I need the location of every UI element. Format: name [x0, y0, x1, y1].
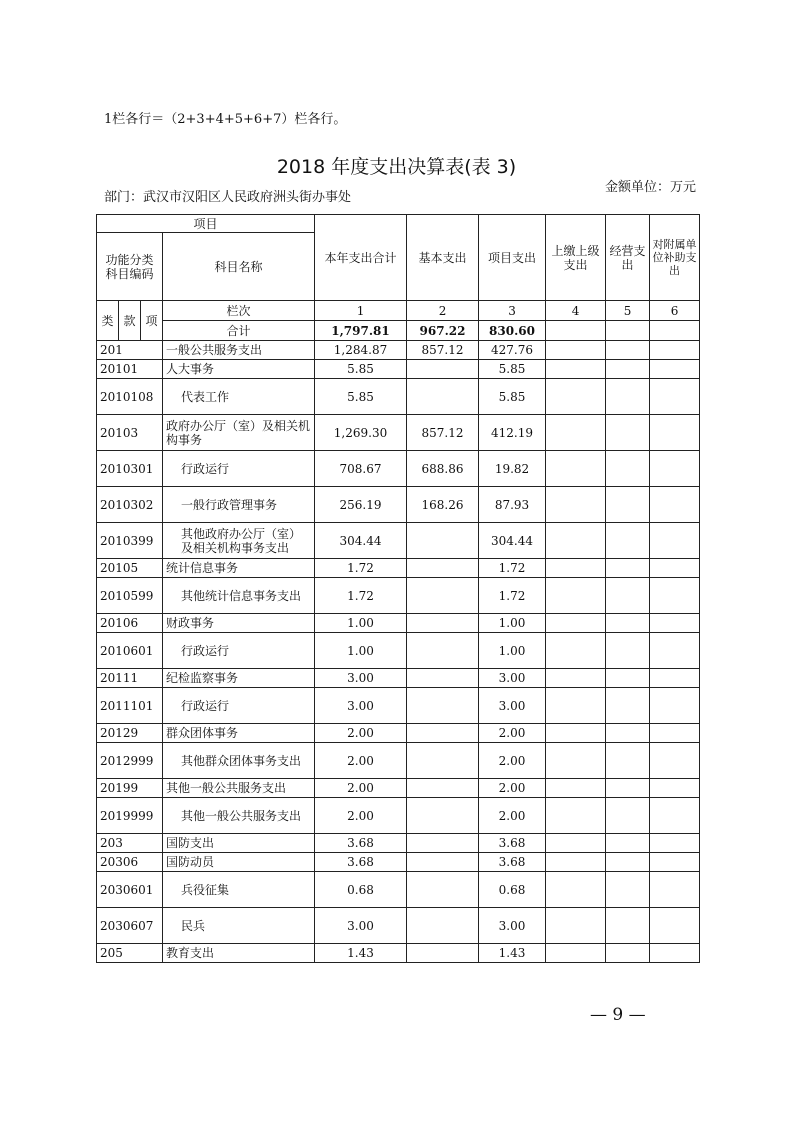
- table-row: [97, 872, 700, 908]
- row-col2: [407, 944, 479, 963]
- unit-label: 金额单位：万元: [604, 180, 696, 195]
- table-row: [97, 379, 700, 415]
- row-col2: [407, 853, 479, 872]
- total-col4: [546, 321, 606, 341]
- row-col3: 19.82: [479, 451, 546, 487]
- table-row: [97, 487, 700, 523]
- row-col5: [606, 578, 650, 614]
- header-kuan: 款: [119, 301, 141, 341]
- row-col4: [546, 834, 606, 853]
- row-col3: 3.68: [479, 853, 546, 872]
- row-name: 群众团体事务: [163, 724, 315, 743]
- row-name: 财政事务: [163, 614, 315, 633]
- header-col5: 经营支出: [606, 215, 650, 301]
- row-col4: [546, 872, 606, 908]
- row-name: 国防支出: [163, 834, 315, 853]
- row-col5: [606, 872, 650, 908]
- row-col4: [546, 669, 606, 688]
- row-col3: 2.00: [479, 724, 546, 743]
- page-number: — 9 —: [590, 1005, 646, 1025]
- row-col2: [407, 633, 479, 669]
- row-col6: [650, 415, 700, 451]
- row-name: 国防动员: [163, 853, 315, 872]
- row-col2: [407, 578, 479, 614]
- row-col5: [606, 853, 650, 872]
- row-code: 205: [97, 944, 163, 963]
- row-name: 其他一般公共服务支出: [163, 798, 315, 834]
- row-col3: 1.00: [479, 614, 546, 633]
- header-project: 项目: [97, 215, 315, 233]
- department-label: 部门：武汉市汉阳区人民政府洲头街办事处: [104, 190, 352, 205]
- row-col5: [606, 523, 650, 559]
- row-name: 其他统计信息事务支出: [163, 578, 315, 614]
- row-col3: 0.68: [479, 872, 546, 908]
- table-row: [97, 853, 700, 872]
- row-col2: [407, 834, 479, 853]
- row-col3: 2.00: [479, 743, 546, 779]
- row-col1: 2.00: [315, 798, 407, 834]
- row-col4: [546, 688, 606, 724]
- row-col2: [407, 724, 479, 743]
- row-col6: [650, 908, 700, 944]
- row-col4: [546, 944, 606, 963]
- row-code: 2030601: [97, 872, 163, 908]
- row-col5: [606, 487, 650, 523]
- table-title: 2018 年度支出决算表(表 3): [276, 156, 517, 178]
- row-code: 2010301: [97, 451, 163, 487]
- row-col2: 168.26: [407, 487, 479, 523]
- row-name: 其他群众团体事务支出: [163, 743, 315, 779]
- row-col3: 3.68: [479, 834, 546, 853]
- row-name: 教育支出: [163, 944, 315, 963]
- row-col5: [606, 798, 650, 834]
- table-row: [97, 578, 700, 614]
- row-col3: 3.00: [479, 908, 546, 944]
- row-col3: 87.93: [479, 487, 546, 523]
- row-col2: [407, 798, 479, 834]
- row-col4: [546, 633, 606, 669]
- header-code: 功能分类科目编码: [97, 233, 163, 301]
- row-code: 20101: [97, 360, 163, 379]
- row-code: 2010601: [97, 633, 163, 669]
- row-code: 2012999: [97, 743, 163, 779]
- header-col6: 对附属单位补助支出: [650, 215, 700, 301]
- table-row: [97, 669, 700, 688]
- row-col6: [650, 379, 700, 415]
- row-code: 20129: [97, 724, 163, 743]
- row-col4: [546, 614, 606, 633]
- row-col5: [606, 451, 650, 487]
- row-col1: 3.68: [315, 853, 407, 872]
- row-col2: [407, 379, 479, 415]
- table-row: [97, 798, 700, 834]
- header-name: 科目名称: [163, 233, 315, 301]
- table-row: [97, 908, 700, 944]
- row-col1: 3.00: [315, 908, 407, 944]
- row-col4: [546, 908, 606, 944]
- row-col4: [546, 743, 606, 779]
- row-col2: [407, 559, 479, 578]
- table-row: [97, 614, 700, 633]
- table-row: [97, 451, 700, 487]
- row-code: 20111: [97, 669, 163, 688]
- total-col1: 1,797.81: [315, 321, 407, 341]
- header-lanci: 栏次: [163, 301, 315, 321]
- row-col3: 1.43: [479, 944, 546, 963]
- col-number-6: 6: [650, 301, 700, 321]
- row-code: 2010599: [97, 578, 163, 614]
- row-col6: [650, 688, 700, 724]
- table-row: [97, 688, 700, 724]
- row-code: 20306: [97, 853, 163, 872]
- table-row: [97, 559, 700, 578]
- row-col1: 5.85: [315, 360, 407, 379]
- expenditure-table: [96, 214, 700, 963]
- row-code: 20106: [97, 614, 163, 633]
- row-col6: [650, 487, 700, 523]
- row-code: 2010399: [97, 523, 163, 559]
- row-col2: 688.86: [407, 451, 479, 487]
- row-name: 行政运行: [163, 633, 315, 669]
- row-name: 纪检监察事务: [163, 669, 315, 688]
- table-row: [97, 944, 700, 963]
- row-col6: [650, 614, 700, 633]
- row-col6: [650, 944, 700, 963]
- row-col1: 3.68: [315, 834, 407, 853]
- row-col6: [650, 578, 700, 614]
- row-code: 2019999: [97, 798, 163, 834]
- col-number-3: 3: [479, 301, 546, 321]
- row-col3: 304.44: [479, 523, 546, 559]
- row-col1: 5.85: [315, 379, 407, 415]
- row-col1: 1.43: [315, 944, 407, 963]
- row-col5: [606, 341, 650, 360]
- table-row: [97, 834, 700, 853]
- row-name: 统计信息事务: [163, 559, 315, 578]
- header-lei: 类: [97, 301, 119, 341]
- row-col6: [650, 341, 700, 360]
- row-name: 民兵: [163, 908, 315, 944]
- row-col4: [546, 559, 606, 578]
- row-col1: 1.00: [315, 614, 407, 633]
- row-col5: [606, 724, 650, 743]
- row-col6: [650, 451, 700, 487]
- row-col1: 1,269.30: [315, 415, 407, 451]
- row-col1: 1.72: [315, 578, 407, 614]
- row-col6: [650, 360, 700, 379]
- row-name: 政府办公厅（室）及相关机构事务: [163, 415, 315, 451]
- row-col1: 3.00: [315, 688, 407, 724]
- row-col5: [606, 908, 650, 944]
- row-col3: 412.19: [479, 415, 546, 451]
- row-name: 行政运行: [163, 451, 315, 487]
- row-col6: [650, 798, 700, 834]
- row-code: 2011101: [97, 688, 163, 724]
- row-col2: [407, 669, 479, 688]
- row-col2: [407, 523, 479, 559]
- row-col3: 1.00: [479, 633, 546, 669]
- total-label: 合计: [163, 321, 315, 341]
- row-col2: 857.12: [407, 341, 479, 360]
- row-col5: [606, 415, 650, 451]
- row-col5: [606, 669, 650, 688]
- row-col6: [650, 669, 700, 688]
- table-row: [97, 633, 700, 669]
- row-col3: 2.00: [479, 779, 546, 798]
- total-col6: [650, 321, 700, 341]
- header-col3: 项目支出: [479, 215, 546, 301]
- table-row: [97, 341, 700, 360]
- table-row: [97, 415, 700, 451]
- row-code: 2010302: [97, 487, 163, 523]
- row-col4: [546, 360, 606, 379]
- row-col5: [606, 834, 650, 853]
- row-col5: [606, 633, 650, 669]
- row-col3: 1.72: [479, 559, 546, 578]
- row-code: 20105: [97, 559, 163, 578]
- row-col4: [546, 341, 606, 360]
- row-col1: 304.44: [315, 523, 407, 559]
- row-col4: [546, 578, 606, 614]
- row-col5: [606, 379, 650, 415]
- row-col3: 5.85: [479, 360, 546, 379]
- row-code: 201: [97, 341, 163, 360]
- row-name: 其他一般公共服务支出: [163, 779, 315, 798]
- row-col1: 3.00: [315, 669, 407, 688]
- table-row: [97, 743, 700, 779]
- row-name: 人大事务: [163, 360, 315, 379]
- table-row: [97, 360, 700, 379]
- col-number-4: 4: [546, 301, 606, 321]
- row-col1: 2.00: [315, 779, 407, 798]
- row-name: 其他政府办公厅（室）及相关机构事务支出: [163, 523, 315, 559]
- row-col5: [606, 614, 650, 633]
- row-col4: [546, 379, 606, 415]
- row-col6: [650, 872, 700, 908]
- row-col6: [650, 779, 700, 798]
- row-col2: [407, 743, 479, 779]
- formula-note: 1栏各行＝（2+3+4+5+6+7）栏各行。: [104, 112, 347, 127]
- row-col6: [650, 743, 700, 779]
- row-col6: [650, 853, 700, 872]
- row-col1: 1,284.87: [315, 341, 407, 360]
- row-col6: [650, 834, 700, 853]
- row-name: 行政运行: [163, 688, 315, 724]
- row-col3: 1.72: [479, 578, 546, 614]
- row-name: 兵役征集: [163, 872, 315, 908]
- row-col2: 857.12: [407, 415, 479, 451]
- row-col6: [650, 633, 700, 669]
- row-name: 一般行政管理事务: [163, 487, 315, 523]
- row-col3: 2.00: [479, 798, 546, 834]
- total-col5: [606, 321, 650, 341]
- header-col1: 本年支出合计: [315, 215, 407, 301]
- row-col2: [407, 614, 479, 633]
- row-code: 2030607: [97, 908, 163, 944]
- row-col3: 3.00: [479, 688, 546, 724]
- row-col6: [650, 559, 700, 578]
- row-col1: 1.72: [315, 559, 407, 578]
- total-col2: 967.22: [407, 321, 479, 341]
- row-col4: [546, 487, 606, 523]
- row-col2: [407, 779, 479, 798]
- row-col1: 2.00: [315, 743, 407, 779]
- row-col2: [407, 908, 479, 944]
- row-col5: [606, 743, 650, 779]
- table-row: [97, 779, 700, 798]
- row-col4: [546, 415, 606, 451]
- row-col4: [546, 451, 606, 487]
- row-col1: 708.67: [315, 451, 407, 487]
- row-col4: [546, 798, 606, 834]
- col-number-2: 2: [407, 301, 479, 321]
- row-code: 2010108: [97, 379, 163, 415]
- row-col1: 0.68: [315, 872, 407, 908]
- row-col5: [606, 360, 650, 379]
- header-col4: 上缴上级支出: [546, 215, 606, 301]
- row-col5: [606, 779, 650, 798]
- row-name: 一般公共服务支出: [163, 341, 315, 360]
- row-col3: 5.85: [479, 379, 546, 415]
- row-col5: [606, 944, 650, 963]
- table-row: [97, 523, 700, 559]
- col-number-5: 5: [606, 301, 650, 321]
- header-xiang: 项: [141, 301, 163, 341]
- col-number-1: 1: [315, 301, 407, 321]
- row-col3: 427.76: [479, 341, 546, 360]
- row-code: 203: [97, 834, 163, 853]
- row-col4: [546, 724, 606, 743]
- table-row: [97, 724, 700, 743]
- row-col4: [546, 853, 606, 872]
- row-col2: [407, 688, 479, 724]
- row-col6: [650, 724, 700, 743]
- row-col1: 1.00: [315, 633, 407, 669]
- row-col6: [650, 523, 700, 559]
- row-col4: [546, 779, 606, 798]
- row-col1: 256.19: [315, 487, 407, 523]
- total-col3: 830.60: [479, 321, 546, 341]
- row-code: 20103: [97, 415, 163, 451]
- row-col4: [546, 523, 606, 559]
- row-code: 20199: [97, 779, 163, 798]
- row-name: 代表工作: [163, 379, 315, 415]
- row-col5: [606, 688, 650, 724]
- header-col2: 基本支出: [407, 215, 479, 301]
- row-col5: [606, 559, 650, 578]
- row-col3: 3.00: [479, 669, 546, 688]
- row-col1: 2.00: [315, 724, 407, 743]
- row-col2: [407, 872, 479, 908]
- row-col2: [407, 360, 479, 379]
